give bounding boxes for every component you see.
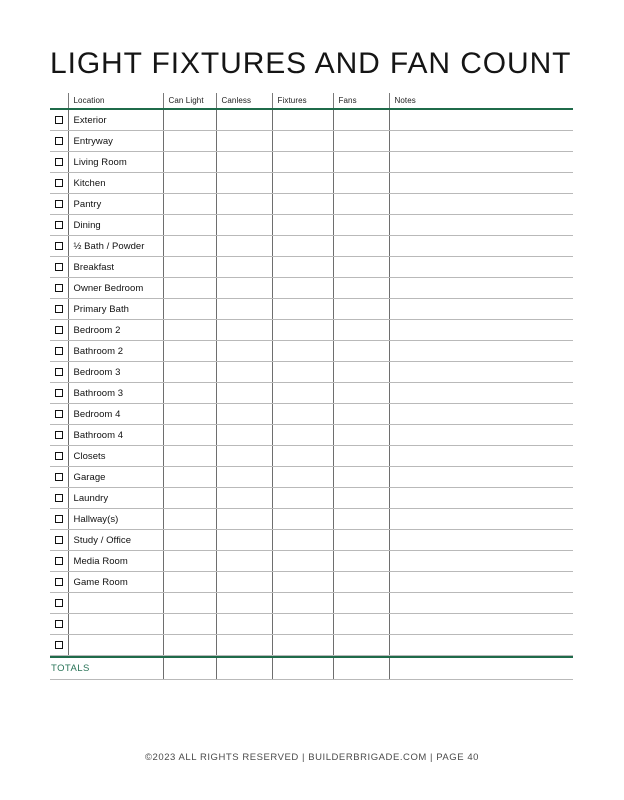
cell-canless[interactable] <box>216 173 272 194</box>
cell-notes[interactable] <box>389 152 573 173</box>
row-checkbox-cell[interactable] <box>50 194 68 215</box>
cell-location[interactable] <box>68 614 163 635</box>
cell-notes[interactable] <box>389 488 573 509</box>
cell-canless[interactable] <box>216 614 272 635</box>
checkbox-icon[interactable] <box>55 389 63 397</box>
cell-fixtures[interactable] <box>272 551 333 572</box>
cell-notes[interactable] <box>389 362 573 383</box>
table-row <box>50 635 573 656</box>
cell-location[interactable]: Kitchen <box>68 173 163 194</box>
cell-location[interactable] <box>68 635 163 656</box>
table-row <box>50 194 573 215</box>
table-row <box>50 509 573 530</box>
cell-can-light[interactable] <box>163 299 216 320</box>
cell-notes[interactable] <box>389 215 573 236</box>
cell-fans[interactable] <box>333 152 389 173</box>
cell-fans[interactable] <box>333 530 389 551</box>
cell-canless[interactable] <box>216 320 272 341</box>
cell-location[interactable]: Bedroom 2 <box>68 320 163 341</box>
cell-location[interactable]: Bathroom 4 <box>68 425 163 446</box>
cell-notes[interactable] <box>389 173 573 194</box>
table-row <box>50 236 573 257</box>
cell-notes[interactable] <box>389 593 573 614</box>
cell-location[interactable]: Game Room <box>68 572 163 593</box>
cell-can-light[interactable] <box>163 257 216 278</box>
cell-fans[interactable] <box>333 194 389 215</box>
cell-fixtures[interactable] <box>272 257 333 278</box>
table-row <box>50 299 573 320</box>
checkbox-icon[interactable] <box>55 179 63 187</box>
cell-fans[interactable] <box>333 446 389 467</box>
cell-location[interactable]: ½ Bath / Powder <box>68 236 163 257</box>
cell-canless[interactable] <box>216 131 272 152</box>
cell-fans[interactable] <box>333 236 389 257</box>
row-checkbox-cell[interactable] <box>50 383 68 404</box>
cell-notes[interactable] <box>389 467 573 488</box>
cell-location[interactable]: Primary Bath <box>68 299 163 320</box>
cell-fans[interactable] <box>333 572 389 593</box>
cell-location[interactable]: Pantry <box>68 194 163 215</box>
cell-canless[interactable] <box>216 383 272 404</box>
checkbox-icon[interactable] <box>55 263 63 271</box>
cell-notes[interactable] <box>389 635 573 656</box>
cell-fans[interactable] <box>333 131 389 152</box>
row-checkbox-cell[interactable] <box>50 530 68 551</box>
cell-canless[interactable] <box>216 109 272 131</box>
table-header-row <box>50 93 573 108</box>
table-row <box>50 341 573 362</box>
table-row <box>50 488 573 509</box>
cell-notes[interactable] <box>389 257 573 278</box>
totals-cell-can[interactable] <box>163 657 216 680</box>
cell-fans[interactable] <box>333 635 389 656</box>
row-checkbox-cell[interactable] <box>50 509 68 530</box>
cell-notes[interactable] <box>389 320 573 341</box>
table-row <box>50 614 573 635</box>
cell-fans[interactable] <box>333 278 389 299</box>
cell-location[interactable]: Media Room <box>68 551 163 572</box>
cell-location[interactable]: Owner Bedroom <box>68 278 163 299</box>
table-row <box>50 152 573 173</box>
table-row <box>50 530 573 551</box>
cell-fixtures[interactable] <box>272 215 333 236</box>
header-cell-fans: Fans <box>333 93 389 108</box>
cell-can-light[interactable] <box>163 551 216 572</box>
row-checkbox-cell[interactable] <box>50 593 68 614</box>
cell-location[interactable]: Breakfast <box>68 257 163 278</box>
cell-location[interactable]: Exterior <box>68 109 163 131</box>
cell-canless[interactable] <box>216 488 272 509</box>
checkbox-icon[interactable] <box>55 452 63 460</box>
cell-fixtures[interactable] <box>272 446 333 467</box>
cell-location[interactable]: Bedroom 3 <box>68 362 163 383</box>
header-cell-can-light: Can Light <box>163 93 216 108</box>
cell-canless[interactable] <box>216 152 272 173</box>
checkbox-icon[interactable] <box>55 557 63 565</box>
cell-canless[interactable] <box>216 194 272 215</box>
checkbox-icon[interactable] <box>55 347 63 355</box>
row-checkbox-cell[interactable] <box>50 215 68 236</box>
cell-location[interactable]: Laundry <box>68 488 163 509</box>
checkbox-icon[interactable] <box>55 368 63 376</box>
checkbox-icon[interactable] <box>55 515 63 523</box>
row-checkbox-cell[interactable] <box>50 404 68 425</box>
cell-can-light[interactable] <box>163 425 216 446</box>
checkbox-icon[interactable] <box>55 536 63 544</box>
cell-notes[interactable] <box>389 109 573 131</box>
cell-fans[interactable] <box>333 425 389 446</box>
checkbox-icon[interactable] <box>55 494 63 502</box>
checkbox-icon[interactable] <box>55 137 63 145</box>
row-checkbox-cell[interactable] <box>50 467 68 488</box>
cell-fixtures[interactable] <box>272 194 333 215</box>
cell-can-light[interactable] <box>163 215 216 236</box>
cell-location[interactable]: Bedroom 4 <box>68 404 163 425</box>
cell-notes[interactable] <box>389 236 573 257</box>
cell-can-light[interactable] <box>163 152 216 173</box>
cell-canless[interactable] <box>216 593 272 614</box>
header-cell-notes: Notes <box>389 93 573 108</box>
cell-location[interactable]: Closets <box>68 446 163 467</box>
cell-notes[interactable] <box>389 194 573 215</box>
cell-canless[interactable] <box>216 635 272 656</box>
cell-can-light[interactable] <box>163 509 216 530</box>
table-row <box>50 257 573 278</box>
cell-canless[interactable] <box>216 257 272 278</box>
cell-location[interactable]: Bathroom 3 <box>68 383 163 404</box>
cell-location[interactable]: Study / Office <box>68 530 163 551</box>
cell-notes[interactable] <box>389 341 573 362</box>
cell-notes[interactable] <box>389 509 573 530</box>
header-cell-canless: Canless <box>216 93 272 108</box>
cell-fans[interactable] <box>333 173 389 194</box>
cell-fixtures[interactable] <box>272 509 333 530</box>
cell-canless[interactable] <box>216 278 272 299</box>
cell-canless[interactable] <box>216 467 272 488</box>
totals-row <box>50 657 573 680</box>
cell-canless[interactable] <box>216 341 272 362</box>
row-checkbox-cell[interactable] <box>50 278 68 299</box>
cell-canless[interactable] <box>216 530 272 551</box>
cell-fixtures[interactable] <box>272 593 333 614</box>
checkbox-icon[interactable] <box>55 305 63 313</box>
cell-location[interactable]: Dining <box>68 215 163 236</box>
row-checkbox-cell[interactable] <box>50 572 68 593</box>
cell-notes[interactable] <box>389 383 573 404</box>
cell-fixtures[interactable] <box>272 152 333 173</box>
cell-canless[interactable] <box>216 425 272 446</box>
fixture-count-table <box>50 93 573 680</box>
header-cell-checkbox <box>50 93 68 108</box>
row-checkbox-cell[interactable] <box>50 635 68 656</box>
checkbox-icon[interactable] <box>55 221 63 229</box>
cell-fans[interactable] <box>333 551 389 572</box>
totals-cell-notes[interactable] <box>389 657 573 680</box>
cell-fixtures[interactable] <box>272 320 333 341</box>
cell-can-light[interactable] <box>163 614 216 635</box>
cell-notes[interactable] <box>389 551 573 572</box>
cell-can-light[interactable] <box>163 131 216 152</box>
page-title: LIGHT FIXTURES AND FAN COUNT <box>50 47 572 80</box>
cell-notes[interactable] <box>389 530 573 551</box>
cell-fans[interactable] <box>333 467 389 488</box>
cell-fixtures[interactable] <box>272 173 333 194</box>
checkbox-icon[interactable] <box>55 116 63 124</box>
row-checkbox-cell[interactable] <box>50 152 68 173</box>
totals-label: TOTALS <box>50 657 163 680</box>
totals-cell-fixtures[interactable] <box>272 657 333 680</box>
cell-canless[interactable] <box>216 551 272 572</box>
cell-can-light[interactable] <box>163 320 216 341</box>
cell-fixtures[interactable] <box>272 236 333 257</box>
table-row <box>50 109 573 131</box>
row-checkbox-cell[interactable] <box>50 551 68 572</box>
row-checkbox-cell[interactable] <box>50 320 68 341</box>
checkbox-icon[interactable] <box>55 578 63 586</box>
totals-cell-canless[interactable] <box>216 657 272 680</box>
cell-canless[interactable] <box>216 404 272 425</box>
cell-can-light[interactable] <box>163 635 216 656</box>
totals-cell-fans[interactable] <box>333 657 389 680</box>
table-row <box>50 362 573 383</box>
cell-notes[interactable] <box>389 299 573 320</box>
cell-can-light[interactable] <box>163 383 216 404</box>
cell-fixtures[interactable] <box>272 383 333 404</box>
cell-fans[interactable] <box>333 109 389 131</box>
table-row <box>50 425 573 446</box>
cell-fans[interactable] <box>333 614 389 635</box>
cell-canless[interactable] <box>216 299 272 320</box>
table-row <box>50 551 573 572</box>
cell-can-light[interactable] <box>163 362 216 383</box>
cell-fixtures[interactable] <box>272 131 333 152</box>
fixture-count-table-wrap <box>50 93 573 680</box>
cell-fixtures[interactable] <box>272 278 333 299</box>
cell-location[interactable]: Hallway(s) <box>68 509 163 530</box>
cell-can-light[interactable] <box>163 530 216 551</box>
cell-fixtures[interactable] <box>272 572 333 593</box>
row-checkbox-cell[interactable] <box>50 488 68 509</box>
cell-fixtures[interactable] <box>272 299 333 320</box>
checkbox-icon[interactable] <box>55 410 63 418</box>
cell-fans[interactable] <box>333 362 389 383</box>
cell-location[interactable]: Garage <box>68 467 163 488</box>
cell-fixtures[interactable] <box>272 425 333 446</box>
row-checkbox-cell[interactable] <box>50 299 68 320</box>
cell-fans[interactable] <box>333 320 389 341</box>
cell-canless[interactable] <box>216 236 272 257</box>
row-checkbox-cell[interactable] <box>50 109 68 131</box>
cell-can-light[interactable] <box>163 593 216 614</box>
cell-can-light[interactable] <box>163 404 216 425</box>
checkbox-icon[interactable] <box>55 200 63 208</box>
table-row <box>50 173 573 194</box>
table-row <box>50 131 573 152</box>
checkbox-icon[interactable] <box>55 431 63 439</box>
cell-fixtures[interactable] <box>272 488 333 509</box>
checkbox-icon[interactable] <box>55 326 63 334</box>
table-row <box>50 593 573 614</box>
row-checkbox-cell[interactable] <box>50 362 68 383</box>
checkbox-icon[interactable] <box>55 158 63 166</box>
cell-can-light[interactable] <box>163 278 216 299</box>
row-checkbox-cell[interactable] <box>50 341 68 362</box>
cell-fixtures[interactable] <box>272 341 333 362</box>
checkbox-icon[interactable] <box>55 599 63 607</box>
cell-notes[interactable] <box>389 278 573 299</box>
row-checkbox-cell[interactable] <box>50 425 68 446</box>
table-row <box>50 383 573 404</box>
cell-can-light[interactable] <box>163 194 216 215</box>
cell-fixtures[interactable] <box>272 467 333 488</box>
cell-can-light[interactable] <box>163 467 216 488</box>
checkbox-icon[interactable] <box>55 473 63 481</box>
cell-can-light[interactable] <box>163 488 216 509</box>
cell-location[interactable]: Living Room <box>68 152 163 173</box>
row-checkbox-cell[interactable] <box>50 131 68 152</box>
cell-can-light[interactable] <box>163 109 216 131</box>
cell-fans[interactable] <box>333 299 389 320</box>
cell-canless[interactable] <box>216 446 272 467</box>
cell-fixtures[interactable] <box>272 614 333 635</box>
header-cell-fixtures: Fixtures <box>272 93 333 108</box>
cell-can-light[interactable] <box>163 236 216 257</box>
cell-fans[interactable] <box>333 593 389 614</box>
checkbox-icon[interactable] <box>55 284 63 292</box>
cell-fans[interactable] <box>333 488 389 509</box>
checkbox-icon[interactable] <box>55 641 63 649</box>
cell-fans[interactable] <box>333 215 389 236</box>
cell-location[interactable] <box>68 593 163 614</box>
cell-canless[interactable] <box>216 215 272 236</box>
row-checkbox-cell[interactable] <box>50 173 68 194</box>
cell-can-light[interactable] <box>163 572 216 593</box>
page-footer: ©2023 ALL RIGHTS RESERVED | BUILDERBRIGADE.COM | PAGE 40 <box>145 752 479 763</box>
table-row <box>50 215 573 236</box>
cell-notes[interactable] <box>389 131 573 152</box>
row-checkbox-cell[interactable] <box>50 446 68 467</box>
header-cell-location: Location <box>68 93 163 108</box>
cell-location[interactable]: Bathroom 2 <box>68 341 163 362</box>
cell-can-light[interactable] <box>163 173 216 194</box>
table-row <box>50 320 573 341</box>
cell-notes[interactable] <box>389 404 573 425</box>
cell-canless[interactable] <box>216 572 272 593</box>
cell-fans[interactable] <box>333 404 389 425</box>
cell-notes[interactable] <box>389 614 573 635</box>
checkbox-icon[interactable] <box>55 620 63 628</box>
cell-canless[interactable] <box>216 362 272 383</box>
cell-fixtures[interactable] <box>272 362 333 383</box>
cell-can-light[interactable] <box>163 341 216 362</box>
cell-location[interactable]: Entryway <box>68 131 163 152</box>
cell-notes[interactable] <box>389 425 573 446</box>
table-row <box>50 572 573 593</box>
cell-fixtures[interactable] <box>272 404 333 425</box>
cell-can-light[interactable] <box>163 446 216 467</box>
table-row <box>50 278 573 299</box>
checkbox-icon[interactable] <box>55 242 63 250</box>
cell-fans[interactable] <box>333 341 389 362</box>
cell-fans[interactable] <box>333 257 389 278</box>
cell-fans[interactable] <box>333 509 389 530</box>
table-row <box>50 467 573 488</box>
cell-fixtures[interactable] <box>272 109 333 131</box>
cell-canless[interactable] <box>216 509 272 530</box>
row-checkbox-cell[interactable] <box>50 257 68 278</box>
table-row <box>50 446 573 467</box>
row-checkbox-cell[interactable] <box>50 236 68 257</box>
cell-notes[interactable] <box>389 572 573 593</box>
cell-fixtures[interactable] <box>272 635 333 656</box>
row-checkbox-cell[interactable] <box>50 614 68 635</box>
cell-fans[interactable] <box>333 383 389 404</box>
cell-fixtures[interactable] <box>272 530 333 551</box>
cell-notes[interactable] <box>389 446 573 467</box>
table-row <box>50 404 573 425</box>
